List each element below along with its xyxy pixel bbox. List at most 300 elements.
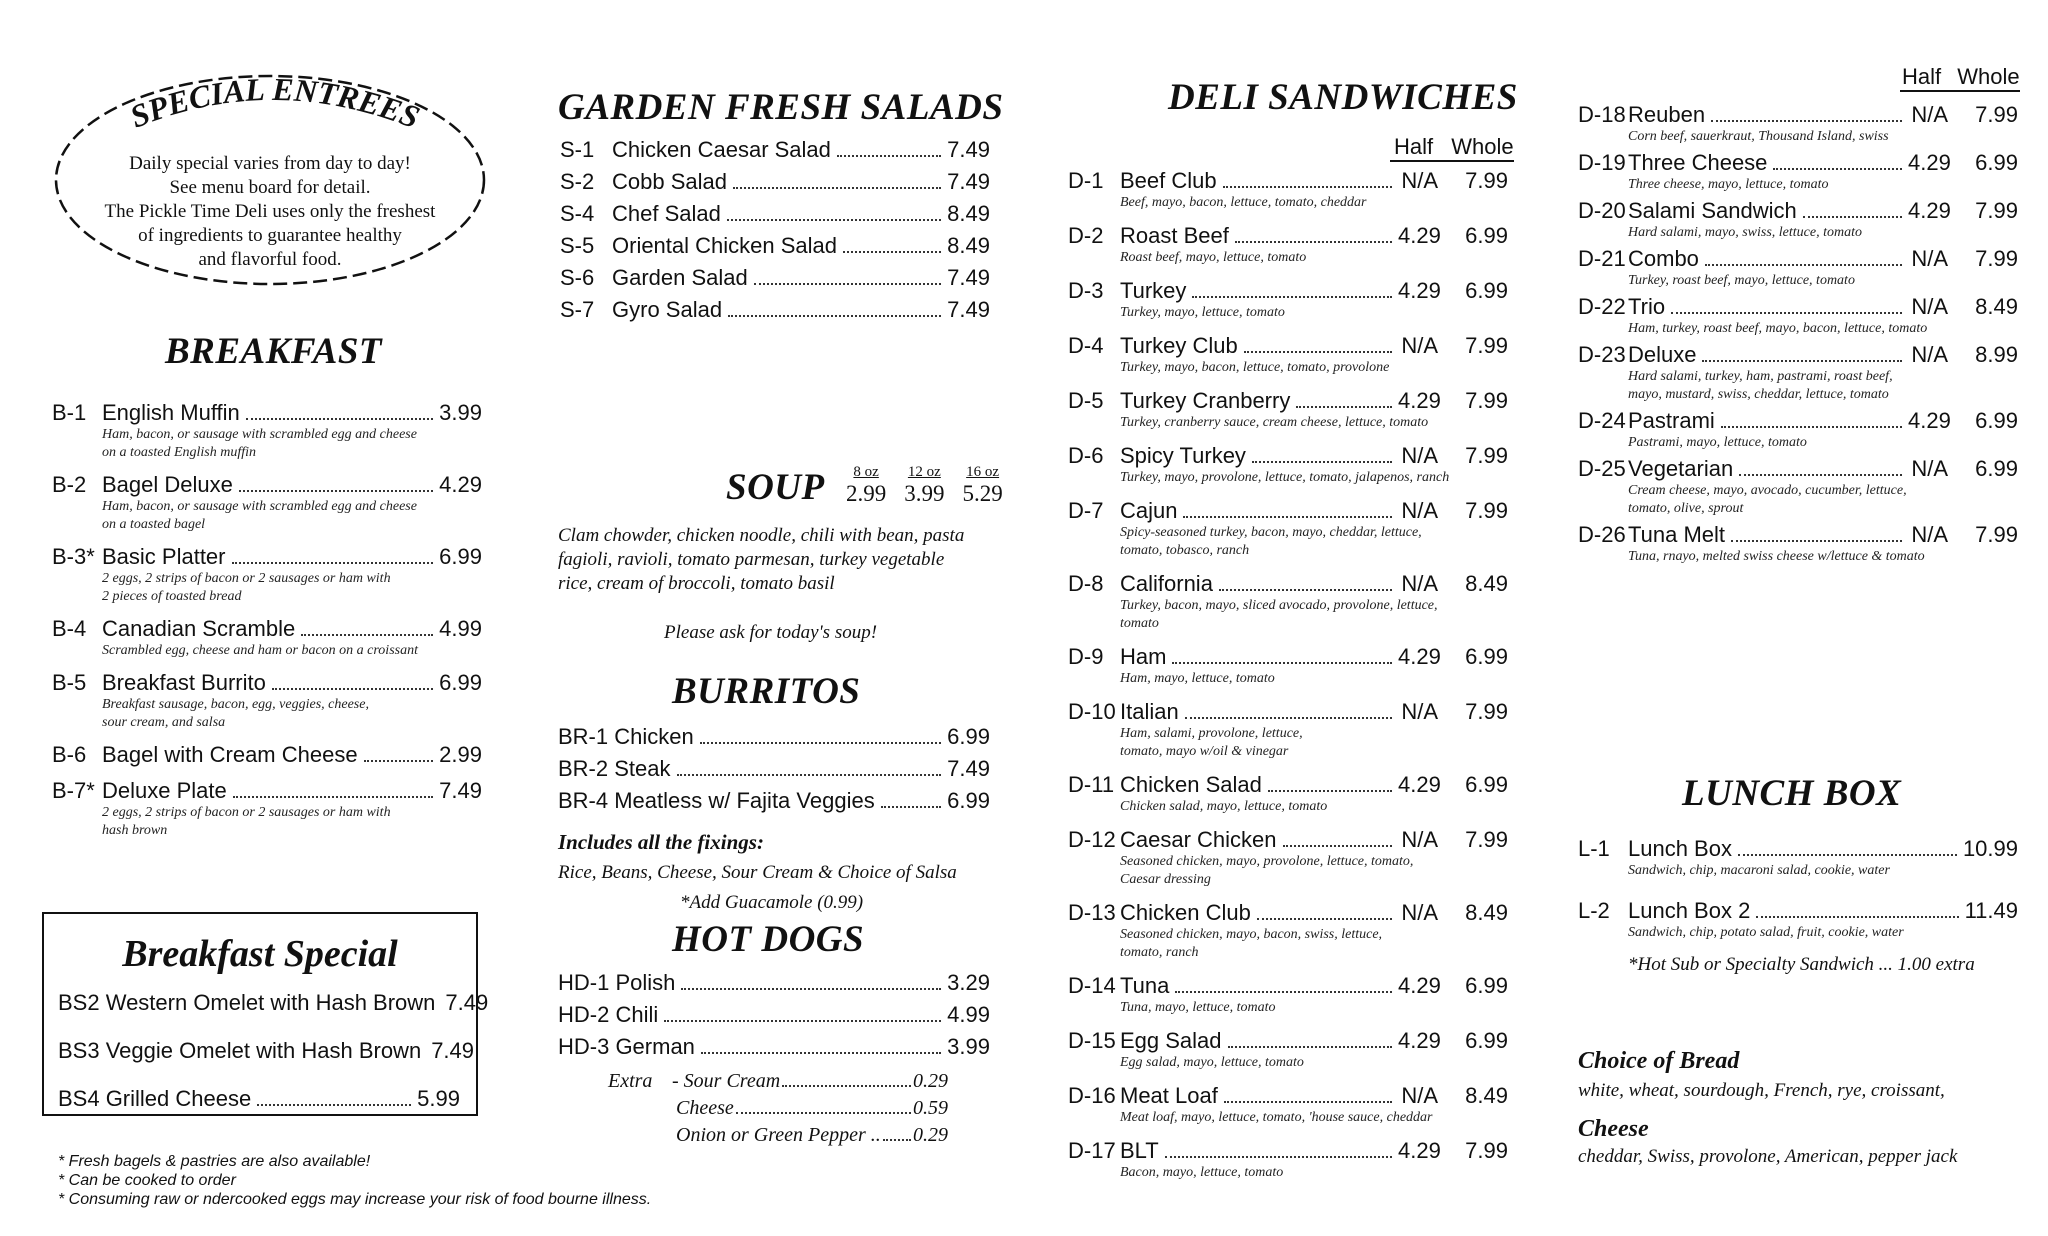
item-name: Ham bbox=[1120, 644, 1167, 669]
item-name: Meat Loaf bbox=[1120, 1083, 1218, 1108]
burrito-list bbox=[558, 724, 990, 820]
half-price: 4.29 bbox=[1908, 198, 1951, 223]
dot-leader bbox=[1702, 360, 1902, 362]
item-desc: Ham, mayo, lettuce, tomato bbox=[1120, 671, 1275, 686]
dot-leader bbox=[1296, 406, 1392, 408]
item-price: 7.49 bbox=[947, 756, 990, 781]
item-name: Deluxe bbox=[1628, 342, 1697, 367]
item-code: L-1 bbox=[1578, 836, 1610, 861]
whole-price: 6.99 bbox=[1975, 408, 2018, 433]
soup-size bbox=[846, 464, 886, 507]
item-desc: hash brown bbox=[102, 823, 168, 838]
menu-item bbox=[560, 169, 990, 195]
item-code: D-24 bbox=[1578, 408, 1626, 433]
item-name: Roast Beef bbox=[1120, 223, 1229, 248]
guacamole-note: *Add Guacamole (0.99) bbox=[680, 892, 864, 913]
item-code: D-6 bbox=[1068, 443, 1104, 468]
item-code: S-5 bbox=[560, 233, 595, 258]
item-desc: Ham, turkey, roast beef, mayo, bacon, lettuce, tomato bbox=[1628, 321, 1928, 336]
soup-description bbox=[558, 524, 964, 596]
half-price: 4.29 bbox=[1398, 644, 1441, 669]
item-name: HD-2 Chili bbox=[558, 1002, 659, 1027]
deli2-header bbox=[1900, 64, 2020, 92]
sandwich-item bbox=[1578, 408, 2018, 452]
item-name: Reuben bbox=[1628, 102, 1706, 127]
entree-line: of ingredients to guarantee healthy bbox=[138, 225, 402, 246]
half-price: N/A bbox=[1401, 900, 1438, 925]
dot-leader bbox=[1773, 168, 1902, 170]
item-desc: on a toasted English muffin bbox=[102, 445, 256, 460]
dot-leader bbox=[881, 806, 941, 808]
item-price: 2.99 bbox=[439, 742, 482, 767]
item-price: 8.49 bbox=[947, 233, 990, 258]
dot-leader bbox=[733, 187, 941, 189]
item-name: Bagel with Cream Cheese bbox=[102, 742, 358, 767]
item-desc: Turkey, mayo, bacon, lettuce, tomato, provolone bbox=[1120, 360, 1390, 375]
item-code: D-4 bbox=[1068, 333, 1104, 358]
dot-leader bbox=[272, 688, 433, 690]
dot-leader bbox=[1731, 540, 1902, 542]
item-code: S-7 bbox=[560, 297, 595, 322]
whole-price: 8.49 bbox=[1465, 1083, 1508, 1108]
item-name: Breakfast Burrito bbox=[102, 670, 266, 695]
bread-text: white, wheat, sourdough, French, rye, croissant, bbox=[1578, 1080, 1945, 1101]
whole-price: 6.99 bbox=[1465, 223, 1508, 248]
half-price: N/A bbox=[1911, 102, 1948, 127]
item-code: D-16 bbox=[1068, 1083, 1116, 1108]
item-desc: Roast beef, mayo, lettuce, tomato bbox=[1120, 250, 1307, 265]
item-code: D-3 bbox=[1068, 278, 1104, 303]
item-code: D-2 bbox=[1068, 223, 1104, 248]
item-desc: Tuna, mayo, lettuce, tomato bbox=[1120, 1000, 1276, 1015]
soup-size-label: 8 oz bbox=[853, 464, 879, 480]
whole-price: 7.99 bbox=[1975, 246, 2018, 271]
soup-size bbox=[904, 464, 944, 507]
half-price: N/A bbox=[1911, 246, 1948, 271]
half-price: 4.29 bbox=[1398, 772, 1441, 797]
item-code: B-4 bbox=[52, 616, 87, 641]
hot-dogs-title: HOT DOGS bbox=[672, 919, 865, 960]
whole-price: 8.99 bbox=[1975, 342, 2018, 367]
dot-leader bbox=[736, 1112, 911, 1114]
dot-leader bbox=[1228, 1046, 1392, 1048]
whole-price: 8.49 bbox=[1465, 571, 1508, 596]
sandwich-item bbox=[1068, 900, 1508, 962]
item-code: B-2 bbox=[52, 472, 87, 497]
item-desc: Bacon, mayo, lettuce, tomato bbox=[1120, 1165, 1284, 1180]
item-name: Canadian Scramble bbox=[102, 616, 296, 641]
item-name: Tuna bbox=[1120, 973, 1170, 998]
item-code: B-5 bbox=[52, 670, 87, 695]
item-desc: Egg salad, mayo, lettuce, tomato bbox=[1120, 1055, 1304, 1070]
salad-list bbox=[560, 137, 990, 329]
salads-title: GARDEN FRESH SALADS bbox=[558, 87, 1004, 128]
dot-leader bbox=[843, 251, 941, 253]
item-name: Chicken Caesar Salad bbox=[612, 137, 831, 162]
item-price: 3.99 bbox=[439, 400, 482, 425]
item-code: S-4 bbox=[560, 201, 595, 226]
whole-price: 6.99 bbox=[1465, 278, 1508, 303]
dot-leader bbox=[1756, 916, 1958, 918]
item-desc: Beef, mayo, bacon, lettuce, tomato, cheddar bbox=[1120, 195, 1367, 210]
breakfast-special-box bbox=[42, 912, 489, 1116]
item-desc: Caesar dressing bbox=[1120, 872, 1211, 887]
dot-leader bbox=[728, 315, 941, 317]
item-name: Garden Salad bbox=[612, 265, 748, 290]
dot-leader bbox=[1268, 790, 1392, 792]
item-code: D-19 bbox=[1578, 150, 1626, 175]
menu-item bbox=[560, 297, 990, 323]
sandwich-item bbox=[1068, 571, 1508, 633]
item-code: S-6 bbox=[560, 265, 595, 290]
item-name: English Muffin bbox=[102, 400, 240, 425]
dot-leader bbox=[246, 418, 433, 420]
sandwich-item bbox=[1068, 699, 1508, 761]
menu-item bbox=[558, 1034, 990, 1060]
menu-item bbox=[560, 137, 990, 163]
dot-leader bbox=[1283, 845, 1392, 847]
sandwich-item bbox=[1068, 644, 1508, 688]
sandwich-item bbox=[1068, 168, 1508, 212]
bread-title: Choice of Bread bbox=[1578, 1048, 1740, 1074]
burritos-title: BURRITOS bbox=[672, 671, 861, 712]
dot-leader bbox=[782, 1085, 911, 1087]
footnotes bbox=[58, 1152, 651, 1209]
sandwich-item bbox=[1578, 342, 2018, 404]
item-code: B-1 bbox=[52, 400, 87, 425]
item-code: D-9 bbox=[1068, 644, 1104, 669]
item-name: BR-2 Steak bbox=[558, 756, 671, 781]
special-price: 7.49 bbox=[445, 990, 489, 1015]
footnote: * Consuming raw or ndercooked eggs may increase your risk of food bourne illness. bbox=[58, 1191, 652, 1208]
item-name: California bbox=[1120, 571, 1213, 596]
item-code: D-22 bbox=[1578, 294, 1626, 319]
half-price: 4.29 bbox=[1398, 388, 1441, 413]
menu-item bbox=[560, 265, 990, 291]
dot-leader bbox=[1705, 264, 1902, 266]
half-price: N/A bbox=[1401, 699, 1438, 724]
item-name: Spicy Turkey bbox=[1120, 443, 1246, 468]
whole-price: 7.99 bbox=[1465, 498, 1508, 523]
item-price: 6.99 bbox=[947, 724, 990, 749]
item-price: 11.49 bbox=[1964, 898, 2018, 923]
menu-item bbox=[52, 616, 482, 660]
sandwich-item bbox=[1578, 246, 2018, 290]
item-name: Turkey bbox=[1120, 278, 1187, 303]
item-code: D-15 bbox=[1068, 1028, 1116, 1053]
soup-title: SOUP bbox=[726, 467, 825, 508]
item-desc: Three cheese, mayo, lettuce, tomato bbox=[1628, 177, 1829, 192]
half-price: 4.29 bbox=[1398, 278, 1441, 303]
dot-leader bbox=[1192, 296, 1392, 298]
menu-item bbox=[560, 233, 990, 259]
item-desc: Seasoned chicken, mayo, provolone, lettuce, tomato, bbox=[1120, 854, 1414, 869]
dot-leader bbox=[700, 742, 941, 744]
sandwich-item bbox=[1068, 827, 1508, 889]
item-desc: Hard salami, turkey, ham, pastrami, roast beef, bbox=[1628, 369, 1893, 384]
whole-price: 7.99 bbox=[1465, 1138, 1508, 1163]
item-name: Three Cheese bbox=[1628, 150, 1768, 175]
item-name: Chef Salad bbox=[612, 201, 721, 226]
special-label: BS3 Veggie Omelet with Hash Brown bbox=[58, 1038, 422, 1063]
item-code: D-17 bbox=[1068, 1138, 1116, 1163]
item-desc: 2 pieces of toasted bread bbox=[102, 589, 242, 604]
dot-leader bbox=[1185, 717, 1392, 719]
deli-title: DELI SANDWICHES bbox=[1168, 77, 1518, 118]
item-name: Egg Salad bbox=[1120, 1028, 1222, 1053]
item-code: D-7 bbox=[1068, 498, 1104, 523]
item-desc: Pastrami, mayo, lettuce, tomato bbox=[1628, 435, 1807, 450]
item-name: BR-1 Chicken bbox=[558, 724, 694, 749]
item-name: Salami Sandwich bbox=[1628, 198, 1797, 223]
item-code: D-14 bbox=[1068, 973, 1116, 998]
item-name: HD-3 German bbox=[558, 1034, 695, 1059]
dot-leader bbox=[1165, 1156, 1392, 1158]
special-label: BS2 Western Omelet with Hash Brown bbox=[58, 990, 436, 1015]
special-price: 5.99 bbox=[417, 1086, 460, 1111]
whole-price: 6.99 bbox=[1465, 772, 1508, 797]
sandwich-item bbox=[1578, 456, 2018, 518]
extra-name: - Sour Cream bbox=[672, 1070, 781, 1092]
item-code: D-8 bbox=[1068, 571, 1104, 596]
lunch-item bbox=[1578, 836, 2018, 880]
sandwich-item bbox=[1578, 198, 2018, 242]
item-code: D-18 bbox=[1578, 102, 1626, 127]
whole-price: 6.99 bbox=[1975, 150, 2018, 175]
item-name: Turkey Cranberry bbox=[1120, 388, 1291, 413]
sandwich-item bbox=[1068, 1138, 1508, 1182]
soup-desc-line: fagioli, ravioli, tomato parmesan, turkey vegetable bbox=[558, 549, 945, 570]
item-desc: Tuna, rnayo, melted swiss cheese w/lettuce & tomato bbox=[1628, 549, 1925, 564]
item-price: 10.99 bbox=[1962, 836, 2018, 861]
extra-item bbox=[608, 1095, 948, 1122]
item-name: Turkey Club bbox=[1120, 333, 1238, 358]
item-desc: tomato, ranch bbox=[1120, 945, 1199, 960]
item-name: Vegetarian bbox=[1628, 456, 1734, 481]
special-item bbox=[58, 1086, 460, 1112]
half-price: 4.29 bbox=[1908, 150, 1951, 175]
dot-leader bbox=[754, 283, 941, 285]
sandwich-item bbox=[1068, 973, 1508, 1017]
item-desc: Spicy-seasoned turkey, bacon, mayo, cheddar, lettuce, bbox=[1120, 525, 1422, 540]
item-name: Gyro Salad bbox=[612, 297, 723, 322]
item-desc: sour cream, and salsa bbox=[102, 715, 226, 730]
dot-leader bbox=[239, 490, 433, 492]
whole-price: 6.99 bbox=[1975, 456, 2018, 481]
item-desc: Breakfast sausage, bacon, egg, veggies, cheese, bbox=[102, 697, 369, 712]
half-price: 4.29 bbox=[1398, 223, 1441, 248]
item-name: Trio bbox=[1628, 294, 1666, 319]
sandwich-item bbox=[1068, 1083, 1508, 1127]
item-code: D-21 bbox=[1578, 246, 1626, 271]
whole-price: 6.99 bbox=[1465, 644, 1508, 669]
half-label: Half bbox=[1394, 134, 1434, 159]
menu-item bbox=[52, 400, 482, 462]
item-desc: Seasoned chicken, mayo, bacon, swiss, lettuce, bbox=[1120, 927, 1383, 942]
item-name: Cobb Salad bbox=[612, 169, 727, 194]
half-price: 4.29 bbox=[1908, 408, 1951, 433]
half-price: 4.29 bbox=[1398, 1138, 1441, 1163]
item-code: D-1 bbox=[1068, 168, 1104, 193]
menu-item bbox=[560, 201, 990, 227]
dot-leader bbox=[1172, 662, 1392, 664]
item-desc: Ham, salami, provolone, lettuce, bbox=[1120, 726, 1303, 741]
dot-leader bbox=[701, 1052, 941, 1054]
dot-leader bbox=[1803, 216, 1902, 218]
item-code: D-20 bbox=[1578, 198, 1626, 223]
item-desc: 2 eggs, 2 strips of bacon or 2 sausages or ham with bbox=[102, 571, 391, 586]
extra-price: 0.29 bbox=[913, 1124, 948, 1146]
half-price: N/A bbox=[1401, 498, 1438, 523]
item-name: Deluxe Plate bbox=[102, 778, 227, 803]
item-name: Bagel Deluxe bbox=[102, 472, 233, 497]
sandwich-item bbox=[1068, 278, 1508, 322]
menu-item bbox=[558, 756, 990, 782]
item-name: Lunch Box bbox=[1628, 836, 1732, 861]
sandwich-item bbox=[1578, 102, 2018, 146]
half-price: N/A bbox=[1401, 571, 1438, 596]
soup-size-price: 2.99 bbox=[846, 481, 887, 506]
half-price: 4.29 bbox=[1398, 1028, 1441, 1053]
item-code: D-5 bbox=[1068, 388, 1104, 413]
item-price: 4.99 bbox=[439, 616, 482, 641]
half-price: N/A bbox=[1401, 333, 1438, 358]
entree-line: and flavorful food. bbox=[198, 249, 342, 270]
item-desc: Turkey, roast beef, mayo, lettuce, tomato bbox=[1628, 273, 1855, 288]
item-desc: Ham, bacon, or sausage with scrambled egg and cheese bbox=[102, 427, 417, 442]
whole-label: Whole bbox=[1957, 64, 2020, 89]
deli-header bbox=[1390, 134, 1514, 162]
dot-leader bbox=[677, 774, 942, 776]
entree-line: Daily special varies from day to day! bbox=[129, 153, 411, 174]
extra-item bbox=[608, 1122, 948, 1149]
item-name: Chicken Salad bbox=[1120, 772, 1262, 797]
item-desc: tomato, tobasco, ranch bbox=[1120, 543, 1250, 558]
half-price: N/A bbox=[1401, 168, 1438, 193]
lunch-list bbox=[1578, 836, 2018, 960]
item-desc: Chicken salad, mayo, lettuce, tomato bbox=[1120, 799, 1328, 814]
half-price: N/A bbox=[1401, 443, 1438, 468]
half-price: N/A bbox=[1911, 342, 1948, 367]
deli-list bbox=[1068, 168, 1508, 1193]
whole-price: 8.49 bbox=[1975, 294, 2018, 319]
extras-label: Extra bbox=[608, 1070, 653, 1092]
item-desc: Ham, bacon, or sausage with scrambled egg and cheese bbox=[102, 499, 417, 514]
item-desc: Turkey, cranberry sauce, cream cheese, lettuce, tomato bbox=[1120, 415, 1429, 430]
item-price: 7.49 bbox=[947, 169, 990, 194]
item-code: D-11 bbox=[1068, 772, 1115, 797]
item-name: Oriental Chicken Salad bbox=[612, 233, 838, 258]
lunch-box-title: LUNCH BOX bbox=[1682, 773, 1902, 814]
item-name: Pastrami bbox=[1628, 408, 1715, 433]
item-price: 6.99 bbox=[439, 544, 482, 569]
deli2-list bbox=[1578, 102, 2018, 570]
dot-leader bbox=[681, 988, 941, 990]
dot-leader bbox=[1183, 516, 1392, 518]
sandwich-item bbox=[1068, 223, 1508, 267]
lunch-item bbox=[1578, 898, 2018, 942]
whole-label: Whole bbox=[1451, 134, 1514, 159]
fixings-text: Rice, Beans, Cheese, Sour Cream & Choice of Salsa bbox=[558, 862, 957, 883]
item-price: 3.99 bbox=[947, 1034, 990, 1059]
sandwich-item bbox=[1068, 333, 1508, 377]
item-desc: mayo, mustard, swiss, cheddar, lettuce, tomato bbox=[1628, 387, 1889, 402]
half-price: N/A bbox=[1401, 827, 1438, 852]
soup-desc-line: Clam chowder, chicken noodle, chili with bean, pasta bbox=[558, 525, 965, 546]
special-entrees-oval bbox=[50, 70, 490, 290]
whole-price: 7.99 bbox=[1975, 198, 2018, 223]
whole-price: 7.99 bbox=[1465, 443, 1508, 468]
half-price: 4.29 bbox=[1398, 973, 1441, 998]
soup-size-label: 16 oz bbox=[966, 464, 1000, 480]
whole-price: 7.99 bbox=[1975, 522, 2018, 547]
item-desc: Turkey, bacon, mayo, sliced avocado, provolone, lettuce, bbox=[1120, 598, 1438, 613]
item-name: Beef Club bbox=[1120, 168, 1217, 193]
item-name: Basic Platter bbox=[102, 544, 226, 569]
item-code: D-13 bbox=[1068, 900, 1116, 925]
extras bbox=[608, 1068, 948, 1149]
dot-leader bbox=[301, 634, 433, 636]
whole-price: 6.99 bbox=[1465, 1028, 1508, 1053]
hotdog-list bbox=[558, 970, 990, 1066]
item-price: 8.49 bbox=[947, 201, 990, 226]
item-desc: tomato bbox=[1120, 616, 1159, 631]
item-price: 4.99 bbox=[947, 1002, 990, 1027]
item-code: S-2 bbox=[560, 169, 595, 194]
menu-item bbox=[558, 1002, 990, 1028]
item-code: S-1 bbox=[560, 137, 595, 162]
half-price: N/A bbox=[1911, 294, 1948, 319]
item-name: BR-4 Meatless w/ Fajita Veggies bbox=[558, 788, 875, 813]
entree-line: See menu board for detail. bbox=[169, 177, 371, 198]
item-desc: on a toasted bagel bbox=[102, 517, 206, 532]
half-label: Half bbox=[1902, 64, 1942, 89]
menu-item bbox=[558, 970, 990, 996]
dot-leader bbox=[883, 1139, 911, 1141]
special-item bbox=[58, 990, 489, 1016]
dot-leader bbox=[1252, 461, 1392, 463]
item-desc: Hard salami, mayo, swiss, lettuce, tomato bbox=[1628, 225, 1862, 240]
whole-price: 7.99 bbox=[1465, 827, 1508, 852]
soup-desc-line: rice, cream of broccoli, tomato basil bbox=[558, 573, 835, 594]
soup-size-price: 3.99 bbox=[904, 481, 945, 506]
item-price: 7.49 bbox=[947, 265, 990, 290]
item-price: 6.99 bbox=[439, 670, 482, 695]
sandwich-item bbox=[1068, 388, 1508, 432]
item-code: D-10 bbox=[1068, 699, 1116, 724]
menu-item bbox=[52, 670, 482, 732]
dot-leader bbox=[1711, 120, 1902, 122]
item-code: D-23 bbox=[1578, 342, 1626, 367]
dot-leader bbox=[664, 1020, 941, 1022]
svg-text:SPECIAL ENTREES: SPECIAL ENTREES bbox=[125, 70, 425, 136]
item-price: 7.49 bbox=[947, 137, 990, 162]
item-name: Tuna Melt bbox=[1628, 522, 1726, 547]
menu-item bbox=[52, 778, 482, 840]
extra-name: Onion or Green Pepper .. bbox=[676, 1124, 881, 1146]
dot-leader bbox=[1223, 186, 1392, 188]
sandwich-item bbox=[1578, 150, 2018, 194]
half-price: N/A bbox=[1911, 456, 1948, 481]
sandwich-item bbox=[1578, 294, 2018, 338]
dot-leader bbox=[1671, 312, 1902, 314]
whole-price: 8.49 bbox=[1465, 900, 1508, 925]
item-code: D-12 bbox=[1068, 827, 1116, 852]
item-desc: tomato, mayo w/oil & vinegar bbox=[1120, 744, 1289, 759]
sandwich-item bbox=[1578, 522, 2018, 566]
item-code: D-26 bbox=[1578, 522, 1626, 547]
dot-leader bbox=[1738, 854, 1957, 856]
